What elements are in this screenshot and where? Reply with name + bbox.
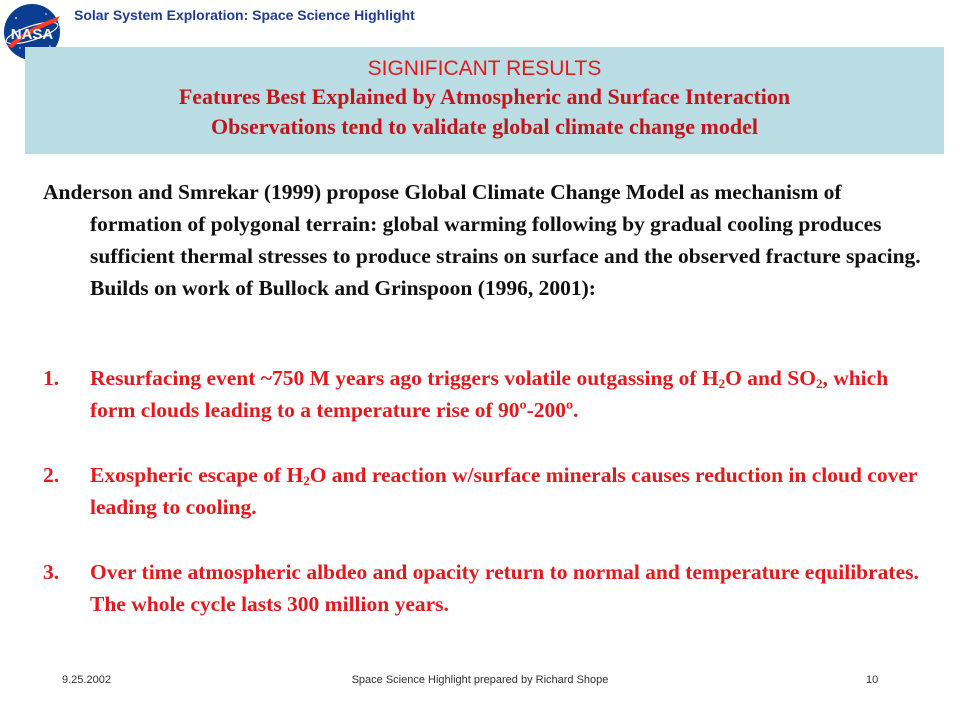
list-item-number: 1. [43,366,60,390]
list-item [43,556,923,620]
banner-subheading: Features Best Explained by Atmospheric and Surface Interaction [178,84,791,109]
intro-paragraph: Anderson and Smrekar (1999) propose Global Climate Change Model as mechanism of formation of polygonal terrain: global warming following by gradual cooling produces sufficient thermal stresses to produce strains on surface and the observed fracture spacing. Builds on work of Bullock and Grinspoon (1996, 2001): [43,180,921,300]
list-item-text: Resurfacing event ~750 M years ago triggers volatile outgassing of H [90,366,719,390]
list-item [43,362,923,426]
list-item-number: 2. [43,463,60,487]
results-banner [25,47,944,154]
banner-heading: SIGNIFICANT RESULTS [367,57,602,80]
footer-date: 9.25.2002 [62,674,111,686]
subscript: 2 [718,376,726,391]
subscript: 2 [303,473,310,488]
results-list [43,362,923,620]
footer-credit: Space Science Highlight prepared by Richard Shope [351,674,609,686]
list-item-text: O and SO [725,366,816,390]
header-title: Solar System Exploration: Space Science Highlight [74,7,415,23]
nasa-logo-text: NASA [10,26,54,43]
list-item-text: Exospheric escape of H [90,463,304,487]
list-item [43,459,923,523]
list-item-text: Over time atmospheric albdeo and opacity return to normal and temperature equilibrates. The whole cycle lasts 300 million years. [90,560,919,616]
subscript: 2 [815,376,823,391]
banner-subheading-2: Observations tend to validate global climate change model [211,114,758,139]
list-item-text: , which form clouds leading to a temperature rise of 90º-200º. [90,366,889,422]
list-item-text: O and reaction w/surface minerals causes reduction in cloud cover leading to cooling. [90,463,918,519]
list-item-number: 3. [43,560,60,584]
page-number: 10 [866,674,879,686]
